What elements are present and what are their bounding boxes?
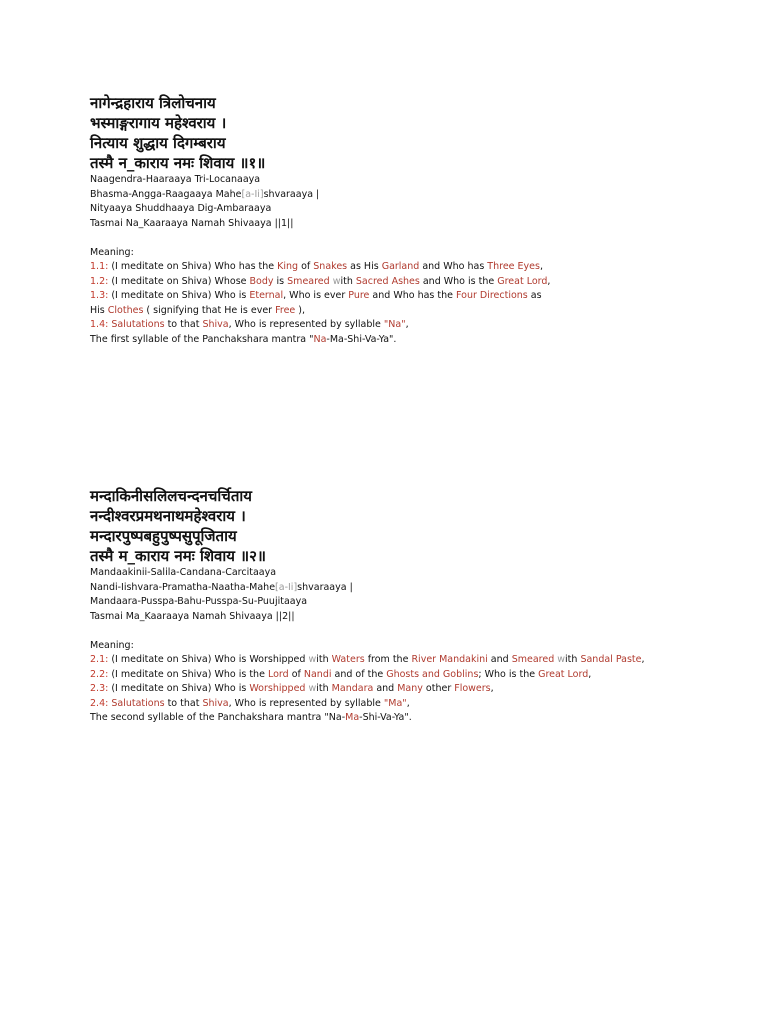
text-segment: Mandaara-Pusspa-Bahu-Pusspa-Su-Puujitaaya — [90, 596, 308, 607]
sanskrit-line: मन्दारपुष्पबहुपुष्पसुपूजिताय — [90, 527, 237, 545]
line-number: 1.1: — [90, 261, 109, 272]
verse-1 — [90, 93, 690, 347]
text-segment: (I meditate on Shiva) Who has the — [108, 261, 278, 272]
highlighted-term: Salutations — [111, 319, 165, 330]
text-segment: Nandi-Iishvara-Pramatha-Naatha-Mahe — [90, 581, 276, 593]
text-segment: ith — [316, 654, 332, 665]
text-segment: and — [373, 683, 398, 694]
sanskrit-line: नित्याय शुद्धाय दिगम्बराय — [90, 134, 226, 152]
text-segment: Bhasma-Angga-Raagaaya Mahe — [90, 188, 242, 200]
spacer — [90, 231, 690, 246]
highlighted-term: "Na" — [383, 319, 406, 330]
highlighted-term: Ghosts and Goblins — [386, 668, 479, 680]
text-segment: , Who is represented by syllable — [228, 319, 384, 330]
highlighted-term: Great Lord — [497, 275, 548, 287]
sanskrit-line: तस्मै न_काराय नमः शिवाय ॥१॥ — [90, 154, 266, 172]
spacer — [90, 624, 690, 639]
text-segment: , — [641, 654, 645, 665]
highlighted-term: Body — [249, 275, 274, 287]
text-segment: , — [406, 697, 410, 709]
transliteration-line — [90, 173, 690, 188]
text-segment: w — [308, 654, 317, 665]
transliteration-line — [90, 202, 690, 217]
text-segment: [a-Ii] — [275, 581, 298, 593]
transliteration-line — [90, 188, 690, 203]
text-segment: and of the — [331, 668, 387, 680]
text-segment: , — [539, 261, 543, 272]
highlighted-term: Sandal Paste — [580, 654, 642, 665]
text-segment: ( signifying that He is ever — [143, 304, 276, 316]
line-number: 2.3: — [90, 683, 109, 694]
meaning-label: Meaning: — [90, 246, 134, 258]
meaning-line — [90, 711, 690, 726]
meaning-line — [90, 318, 690, 333]
text-segment: of — [298, 261, 314, 272]
text-segment: Naagendra-Haaraaya Tri-Locanaaya — [90, 174, 261, 185]
transliteration-line — [90, 217, 690, 232]
highlighted-term: Waters — [331, 654, 365, 665]
text-segment: ; Who is the — [478, 668, 539, 680]
text-segment: w — [332, 275, 341, 287]
meaning-line — [90, 668, 690, 683]
highlighted-term: Many — [397, 683, 423, 694]
text-segment: is — [273, 275, 288, 287]
highlighted-term: Na — [313, 333, 327, 345]
verse-2 — [90, 486, 690, 726]
text-segment: The first syllable of the Panchakshara mantra " — [90, 333, 314, 345]
highlighted-term: Smeared — [287, 275, 330, 287]
text-segment: , — [588, 668, 592, 680]
text-segment: The second syllable of the Panchakshara mantra "Na- — [90, 712, 346, 723]
text-segment: as — [527, 290, 542, 301]
line-number: 1.4: — [90, 319, 109, 330]
text-segment: Tasmai Ma_Kaaraaya Namah Shivaaya ||2|| — [90, 610, 295, 622]
text-segment: ), — [295, 304, 306, 316]
highlighted-term: Great Lord — [538, 668, 589, 680]
text-segment: to that — [164, 697, 203, 709]
text-segment: -Ma-Shi-Va-Ya". — [326, 333, 397, 345]
text-segment: , — [405, 319, 409, 330]
text-segment: (I meditate on Shiva) Who is the — [108, 668, 268, 680]
text-segment: and Who has the — [369, 290, 456, 301]
meaning-line — [90, 697, 690, 712]
text-segment: (I meditate on Shiva) Who is — [108, 290, 250, 301]
text-segment: , Who is represented by syllable — [228, 697, 384, 709]
meaning-line — [90, 275, 690, 290]
text-segment: , — [490, 683, 494, 694]
transliteration-line — [90, 566, 690, 581]
highlighted-term: Eternal — [249, 290, 284, 301]
text-segment: and Who has — [419, 261, 488, 272]
highlighted-term: Sacred Ashes — [355, 275, 420, 287]
sanskrit-line: तस्मै म_काराय नमः शिवाय ॥२॥ — [90, 547, 266, 565]
highlighted-term: Salutations — [111, 697, 165, 709]
sanskrit-line: मन्दाकिनीसलिलचन्दनचर्चिताय — [90, 487, 252, 505]
line-number: 1.2: — [90, 275, 109, 287]
line-number: 1.3: — [90, 290, 109, 301]
highlighted-term: Shiva — [202, 697, 229, 709]
text-segment: w — [557, 654, 566, 665]
highlighted-term: Shiva — [202, 319, 229, 330]
highlighted-term: "Ma" — [383, 697, 407, 709]
text-segment: [a-Ii] — [241, 188, 264, 200]
highlighted-term: King — [277, 261, 299, 272]
text-segment: His — [90, 304, 108, 316]
text-segment: Mandaakinii-Salila-Candana-Carcitaaya — [90, 567, 277, 578]
meaning-line — [90, 653, 690, 668]
text-segment: ith — [316, 683, 332, 694]
meaning-line — [90, 304, 690, 319]
text-segment: shvaraaya | — [263, 188, 320, 200]
text-segment: other — [422, 683, 455, 694]
highlighted-term: Nandi — [303, 668, 332, 680]
highlighted-term: Flowers — [454, 683, 491, 694]
highlighted-term: Smeared — [511, 654, 555, 665]
text-segment: as His — [347, 261, 382, 272]
text-segment: ith — [340, 275, 356, 287]
transliteration-line — [90, 610, 690, 625]
text-segment: (I meditate on Shiva) Who is Worshipped — [108, 654, 309, 665]
text-segment: Tasmai Na_Kaaraaya Namah Shivaaya ||1|| — [90, 217, 294, 229]
highlighted-term: Four Directions — [456, 290, 528, 301]
highlighted-term: Lord — [267, 668, 289, 680]
text-segment: , — [547, 275, 551, 287]
highlighted-term: Garland — [381, 261, 420, 272]
highlighted-term: Three Eyes — [487, 261, 540, 272]
line-number: 2.2: — [90, 668, 109, 680]
line-number: 2.4: — [90, 697, 109, 709]
text-segment: w — [308, 683, 317, 694]
text-segment: , Who is ever — [283, 290, 349, 301]
highlighted-term: Mandara — [331, 683, 374, 694]
meaning-line — [90, 333, 690, 348]
text-segment: Nityaaya Shuddhaaya Dig-Ambaraaya — [90, 203, 272, 214]
highlighted-term: Clothes — [107, 304, 144, 316]
line-number: 2.1: — [90, 654, 109, 665]
text-segment: -Shi-Va-Ya". — [359, 712, 412, 723]
text-segment: and Who is the — [419, 275, 498, 287]
highlighted-term: River Mandakini — [411, 654, 488, 665]
text-segment: shvaraaya | — [297, 581, 353, 593]
text-segment: (I meditate on Shiva) Who is — [108, 683, 250, 694]
transliteration-line — [90, 595, 690, 610]
sanskrit-line: नागेन्द्रहाराय त्रिलोचनाय — [90, 94, 216, 112]
text-segment: from the — [364, 654, 412, 665]
text-segment: (I meditate on Shiva) Whose — [108, 275, 250, 287]
transliteration-line — [90, 581, 690, 596]
text-segment: ith — [565, 654, 581, 665]
meaning-label: Meaning: — [90, 639, 134, 651]
text-segment: to that — [164, 319, 203, 330]
sanskrit-line: भस्माङ्गरागाय महेश्वराय । — [90, 114, 227, 132]
sanskrit-line: नन्दीश्वरप्रमथनाथमहेश्वराय । — [90, 507, 246, 525]
highlighted-term: Free — [275, 304, 296, 316]
highlighted-term: Pure — [348, 290, 370, 301]
meaning-line — [90, 682, 690, 697]
highlighted-term: Ma — [345, 712, 360, 723]
highlighted-term: Worshipped — [249, 683, 306, 694]
meaning-line — [90, 289, 690, 304]
text-segment: of — [288, 668, 304, 680]
highlighted-term: Snakes — [313, 261, 348, 272]
text-segment: and — [487, 654, 512, 665]
meaning-line — [90, 260, 690, 275]
